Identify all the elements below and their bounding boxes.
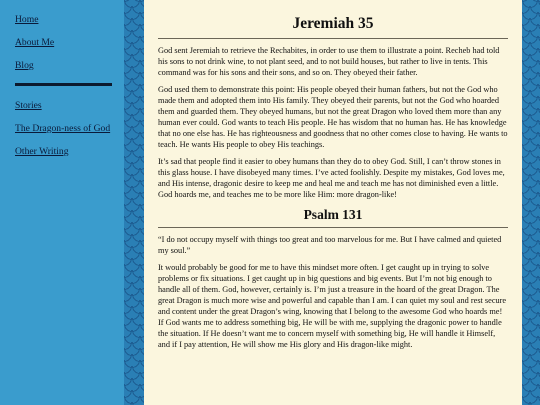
nav-link-dragon-ness-of-god[interactable]: The Dragon-ness of God xyxy=(15,123,111,134)
nav-divider xyxy=(15,83,112,86)
nav-group-main xyxy=(15,14,124,72)
title-rule xyxy=(158,227,508,228)
scale-pattern-right xyxy=(522,0,540,405)
article-paragraph: God used them to demonstrate this point: His people obeyed their human fathers, but not the God who made them and adopted them into His family. They obeyed their parents, but not the God who hoarded them and guarded them. They obeyed humans, but not the great Dragon who loved them more than any human ever could. God wants to teach His people. He has wisdom that no human has. He has knowledge that no one else has. He has righteousness and goodness that no other comes close to having. He wants to teach. He wants His people to obey His teachings. xyxy=(158,85,508,149)
article-title: Jeremiah 35 xyxy=(292,15,374,32)
nav-link-stories[interactable]: Stories xyxy=(15,100,42,111)
nav-link-home[interactable]: Home xyxy=(15,14,39,25)
article2-paragraph: “I do not occupy myself with things too great and too marvelous for me. But I have calmed and quieted my soul.” xyxy=(158,235,502,255)
nav-link-about-me[interactable]: About Me xyxy=(15,37,55,48)
nav-group-writing xyxy=(15,100,124,158)
article-paragraph: It’s sad that people find it easier to obey humans than they do to obey God. Still, I can’t throw stones in this glass house. I have disobeyed many times. I’ve acted foolishly. Despite my mistakes, God loves me, and His intense, dragonic desire to keep me and heal me and teach me has not diminished even a little. God hoards me, and teaches me to be more like Him: more dragon-like! xyxy=(158,157,505,199)
nav-link-blog[interactable]: Blog xyxy=(15,60,34,71)
sidebar-nav xyxy=(0,0,124,405)
article2-title: Psalm 131 xyxy=(303,207,363,222)
main-content[interactable] xyxy=(144,0,522,405)
title-rule xyxy=(158,38,508,39)
nav-link-other-writing[interactable]: Other Writing xyxy=(15,146,69,157)
article2-paragraph: It would probably be good for me to have this mindset more often. I get caught up in trying to solve problems or fix situations. I get caught up in big questions and big events. But I’m not big enough to handle all of them. God, however, certainly is. I’m just a treasure in the hoard of the great Dragon. The great Dragon is much more wise and powerful and capable than I am. I can quiet my soul and rest secure and content under the great Dragon’s wing, knowing that I belong to the awesome God who hoards me! If God wants me to address something big, He will be with me, supplying the dragonic power to handle the situation. If He doesn’t want me to concern myself with something big, He will handle it Himself, and if I pay attention, He will show me His glory and His dragon-like might. xyxy=(158,263,507,349)
scale-pattern-left xyxy=(124,0,144,405)
article-paragraph: God sent Jeremiah to retrieve the Rechabites, in order to use them to illustrate a point. Recheb had told his sons to not drink wine, to not plant seed, and to not build houses, but rather to live in tents. This command was for his sons and their sons, and so on. They obeyed their father. xyxy=(158,46,500,77)
